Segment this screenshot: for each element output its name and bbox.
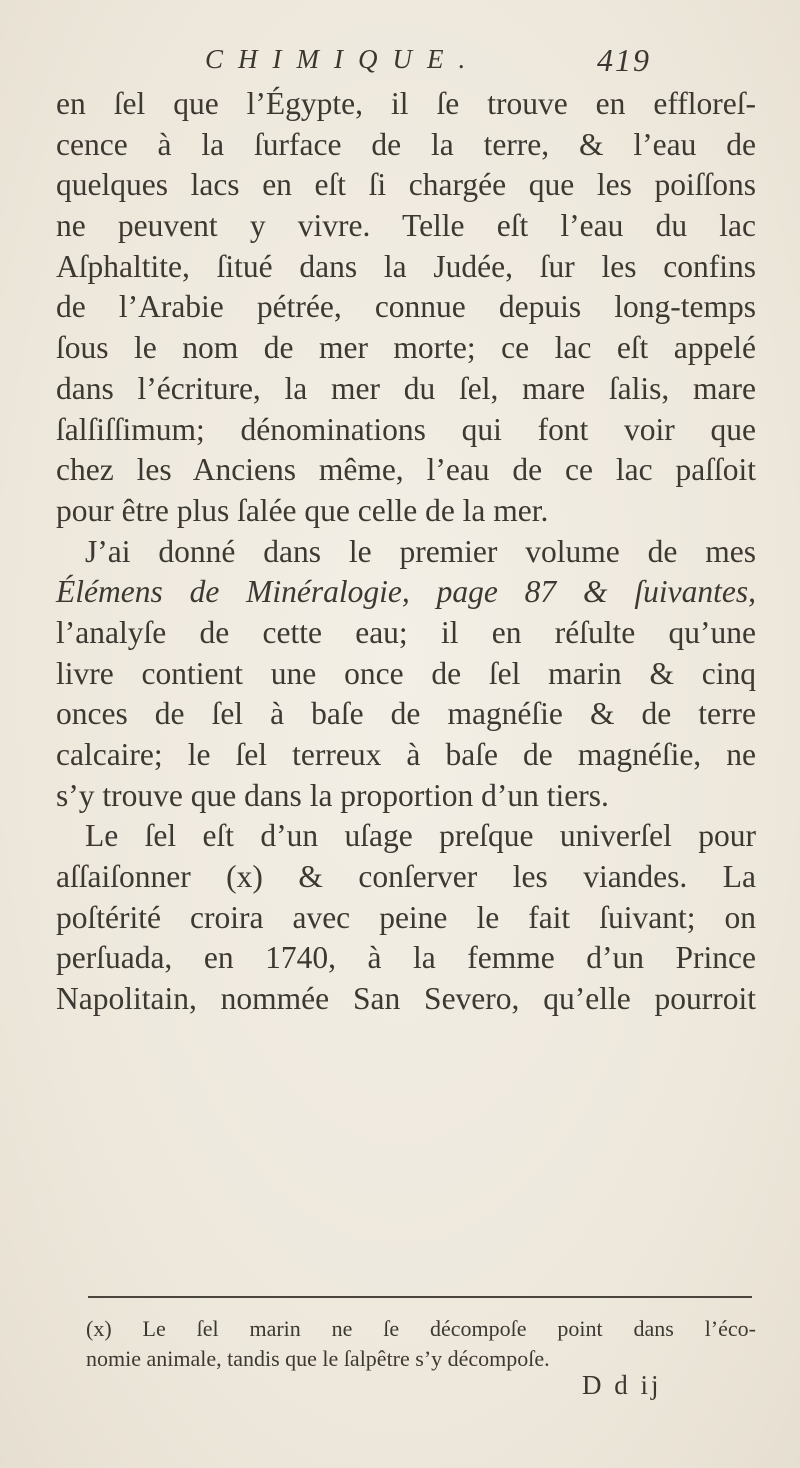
footnote (86, 1314, 756, 1374)
text-line: dans l’écriture, la mer du ſel, mare ſalis, mare (56, 370, 756, 406)
text-line: de l’Arabie pétrée, connue depuis long-temps (56, 289, 756, 325)
text-line: J’ai donné dans le premier volume de mes (85, 533, 756, 569)
page-number: 419 (597, 42, 651, 78)
text-line: ſous le nom de mer morte; ce lac eſt appelé (56, 330, 756, 366)
text-line: perſuada, en 1740, à la femme d’un Prince (56, 940, 756, 976)
text-line: s’y trouve que dans la proportion d’un tiers. (56, 777, 609, 813)
text-line: en ſel que l’Égypte, il ſe trouve en effloreſ- (56, 86, 756, 121)
text-line: poſtérité croira avec peine le fait ſuivant; on (56, 899, 756, 935)
footnote-rule (88, 1296, 752, 1298)
text-line: aſſaiſonner (x) & conſerver les viandes. La (56, 859, 756, 895)
signature-mark: D d ij (582, 1370, 662, 1400)
text-line: onces de ſel à baſe de magnéſie & de terre (56, 696, 756, 732)
text-line: quelques lacs en eſt ſi chargée que les poiſſons (56, 167, 756, 203)
text-line: calcaire; le ſel terreux à baſe de magnéſie, ne (56, 737, 756, 772)
text-line: pour être plus ſalée que celle de la mer. (56, 492, 549, 528)
footnote-line: (x) Le ſel marin ne ſe décompoſe point dans l’éco- (86, 1316, 756, 1341)
text-line: ſalſiſſimum; dénominations qui font voir que (56, 411, 756, 447)
text-line: Élémens de Minéralogie, page 87 & ſuivantes, (56, 574, 756, 610)
text-line: chez les Anciens même, l’eau de ce lac paſſoit (56, 452, 756, 488)
text-line: Napolitain, nommée San Severo, qu’elle pourroit (56, 981, 756, 1017)
text-line: Le ſel eſt d’un uſage preſque univerſel pour (85, 818, 756, 854)
page-header (0, 44, 800, 84)
footnote-line: nomie animale, tandis que le ſalpêtre s’y décompoſe. (86, 1346, 550, 1371)
main-text (56, 84, 756, 1020)
text-line: cence à la ſurface de la terre, & l’eau de (56, 126, 756, 162)
text-line: l’analyſe de cette eau; il en réſulte qu’une (56, 614, 756, 650)
text-line: livre contient une once de ſel marin & cinq (56, 655, 756, 691)
text-line: ne peuvent y vivre. Telle eſt l’eau du lac (56, 208, 756, 244)
text-line: Aſphaltite, ſitué dans la Judée, ſur les confins (56, 248, 756, 284)
running-head: CHIMIQUE. (205, 44, 481, 74)
